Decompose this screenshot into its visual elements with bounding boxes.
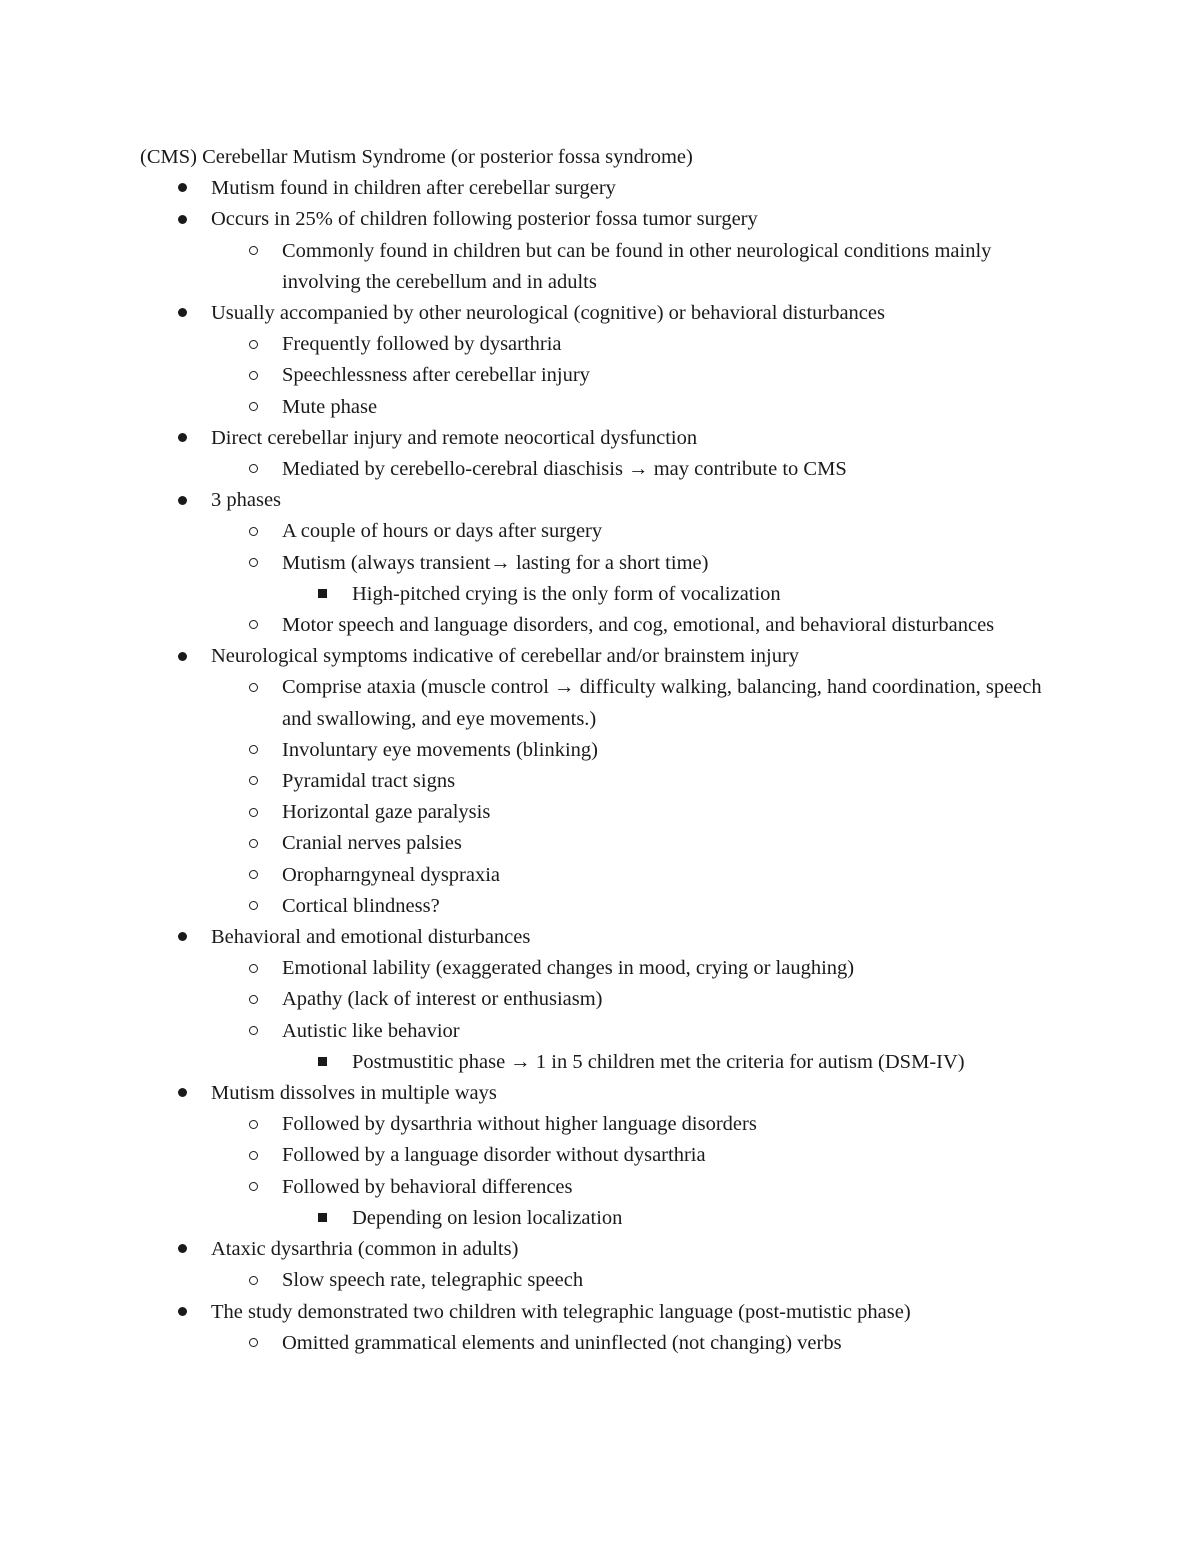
bullet-circle-icon <box>249 984 258 1015</box>
list-item-level-2 <box>0 516 1042 547</box>
list-item-level-2 <box>0 392 1042 423</box>
list-item-text: Horizontal gaze paralysis <box>282 801 491 824</box>
list-item-level-2 <box>0 766 1042 797</box>
bullet-circle-icon <box>249 516 258 547</box>
bullet-circle-icon <box>249 672 258 703</box>
list-item-level-2 <box>0 735 1042 766</box>
list-item-text: Comprise ataxia (muscle control → difficulty walking, balancing, hand coordination, speech and swallowing, and eye movements.) <box>282 676 1042 730</box>
list-item-level-2 <box>0 672 1042 734</box>
bullet-circle-icon <box>249 1172 258 1203</box>
bullet-circle-icon <box>249 953 258 984</box>
list-item-text: Postmustitic phase → 1 in 5 children met the criteria for autism (DSM-IV) <box>352 1050 965 1073</box>
list-item-level-2 <box>0 828 1042 859</box>
list-item-level-2 <box>0 610 1042 641</box>
bullet-circle-icon <box>249 828 258 859</box>
list-item-level-2 <box>0 1328 1042 1359</box>
list-item-level-1 <box>0 922 1111 953</box>
list-item-text: Mutism dissolves in multiple ways <box>211 1082 497 1105</box>
list-item-level-2 <box>0 984 1042 1015</box>
list-item-text: Slow speech rate, telegraphic speech <box>282 1269 584 1292</box>
bullet-circle-icon <box>249 329 258 360</box>
list-item-level-2 <box>0 860 1042 891</box>
bullet-circle-icon <box>249 392 258 423</box>
list-item-text: Mutism (always transient→ lasting for a short time) <box>282 551 709 574</box>
list-item-text: Oropharngyneal dyspraxia <box>282 863 501 886</box>
bullet-circle-icon <box>249 1265 258 1296</box>
list-item-text: Followed by dysarthria without higher language disorders <box>282 1113 757 1136</box>
list-item-text: Cranial nerves palsies <box>282 832 462 855</box>
list-item-text: Usually accompanied by other neurological (cognitive) or behavioral disturbances <box>211 302 885 324</box>
bullet-dot-icon <box>178 1297 187 1328</box>
list-item-level-2 <box>0 797 1042 828</box>
list-item-text: Commonly found in children but can be found in other neurological conditions mainly involving the cerebellum and in adults <box>282 239 992 293</box>
list-item-text: Behavioral and emotional disturbances <box>211 926 531 949</box>
bullet-circle-icon <box>249 1140 258 1171</box>
bullet-square-icon <box>318 1047 327 1078</box>
bullet-circle-icon <box>249 891 258 922</box>
list-item-text: Pyramidal tract signs <box>282 770 456 793</box>
list-item-text: 3 phases <box>211 489 282 512</box>
bullet-circle-icon <box>249 236 258 267</box>
list-item-text: Followed by behavioral differences <box>282 1175 573 1198</box>
list-item-text: Occurs in 25% of children following posterior fossa tumor surgery <box>211 208 758 231</box>
list-item-level-1 <box>0 1297 1111 1328</box>
bullet-circle-icon <box>249 797 258 828</box>
bullet-square-icon <box>318 1203 327 1234</box>
list-item-text: Mutism found in children after cerebellar surgery <box>211 177 616 200</box>
list-item-level-2 <box>0 953 1042 984</box>
bullet-circle-icon <box>249 1109 258 1140</box>
bullet-dot-icon <box>178 1234 187 1265</box>
list-item-text: A couple of hours or days after surgery <box>282 520 603 543</box>
list-item-text: High-pitched crying is the only form of vocalization <box>352 582 781 605</box>
bullet-dot-icon <box>178 298 187 329</box>
list-item-level-2 <box>0 548 1042 579</box>
bullet-circle-icon <box>249 1328 258 1359</box>
list-item-level-2 <box>0 360 1042 391</box>
bullet-circle-icon <box>249 1016 258 1047</box>
list-item-level-1 <box>0 1078 1111 1109</box>
bullet-dot-icon <box>178 922 187 953</box>
list-item-level-1 <box>0 173 1111 204</box>
list-item-text: Autistic like behavior <box>282 1019 460 1042</box>
list-item-level-2 <box>0 1265 1042 1296</box>
list-item-text: Depending on lesion localization <box>352 1206 623 1229</box>
list-item-level-1 <box>0 485 1111 516</box>
list-item-text: Ataxic dysarthria (common in adults) <box>211 1238 519 1261</box>
list-item-text: Mediated by cerebello-cerebral diaschisis → may contribute to CMS <box>282 458 847 481</box>
list-item-text: Apathy (lack of interest or enthusiasm) <box>282 988 603 1011</box>
list-item-text: Speechlessness after cerebellar injury <box>282 364 590 387</box>
list-item-text: The study demonstrated two children with telegraphic language (post-mutistic phase) <box>211 1300 911 1323</box>
list-item-level-2 <box>0 1172 1042 1203</box>
list-item-level-1 <box>0 641 1111 672</box>
list-item-level-2 <box>0 1140 1042 1171</box>
bullet-dot-icon <box>178 641 187 672</box>
list-item-level-1 <box>0 423 1111 454</box>
bullet-circle-icon <box>249 360 258 391</box>
list-item-text: Cortical blindness? <box>282 894 440 917</box>
bullet-dot-icon <box>178 1078 187 1109</box>
list-item-text: Emotional lability (exaggerated changes in mood, crying or laughing) <box>282 957 855 980</box>
list-item-text: Omitted grammatical elements and uninflected (not changing) verbs <box>282 1331 842 1354</box>
bullet-circle-icon <box>249 454 258 485</box>
list-item-text: Mute phase <box>282 395 378 418</box>
list-item-text: Motor speech and language disorders, and cog, emotional, and behavioral disturbances <box>282 614 995 637</box>
bullet-dot-icon <box>178 204 187 235</box>
list-item-text: Involuntary eye movements (blinking) <box>282 738 598 761</box>
document-title: (CMS) Cerebellar Mutism Syndrome (or posterior fossa syndrome) <box>140 146 693 168</box>
list-item-level-1 <box>0 1234 1111 1265</box>
list-item-level-3 <box>0 1203 1112 1234</box>
list-item-level-3 <box>0 579 1112 610</box>
list-item-level-2 <box>0 891 1042 922</box>
list-item-level-1 <box>0 204 1111 235</box>
list-item-level-3 <box>0 1047 1112 1078</box>
bullet-square-icon <box>318 579 327 610</box>
bullet-dot-icon <box>178 173 187 204</box>
list-item-level-2 <box>0 454 1042 485</box>
bullet-dot-icon <box>178 485 187 516</box>
bullet-dot-icon <box>178 423 187 454</box>
bullet-circle-icon <box>249 610 258 641</box>
list-item-text: Neurological symptoms indicative of cerebellar and/or brainstem injury <box>211 645 800 668</box>
list-item-text: Followed by a language disorder without dysarthria <box>282 1144 706 1167</box>
list-item-text: Frequently followed by dysarthria <box>282 333 562 356</box>
bullet-circle-icon <box>249 860 258 891</box>
list-item-level-1 <box>0 298 1111 329</box>
bullet-circle-icon <box>249 548 258 579</box>
list-item-level-2 <box>0 329 1042 360</box>
list-item-text: Direct cerebellar injury and remote neocortical dysfunction <box>211 426 698 449</box>
bullet-circle-icon <box>249 766 258 797</box>
bullet-circle-icon <box>249 735 258 766</box>
list-item-level-2 <box>0 1109 1042 1140</box>
list-item-level-2 <box>0 236 1042 298</box>
bullet-list <box>0 173 1200 1359</box>
list-item-level-2 <box>0 1016 1042 1047</box>
